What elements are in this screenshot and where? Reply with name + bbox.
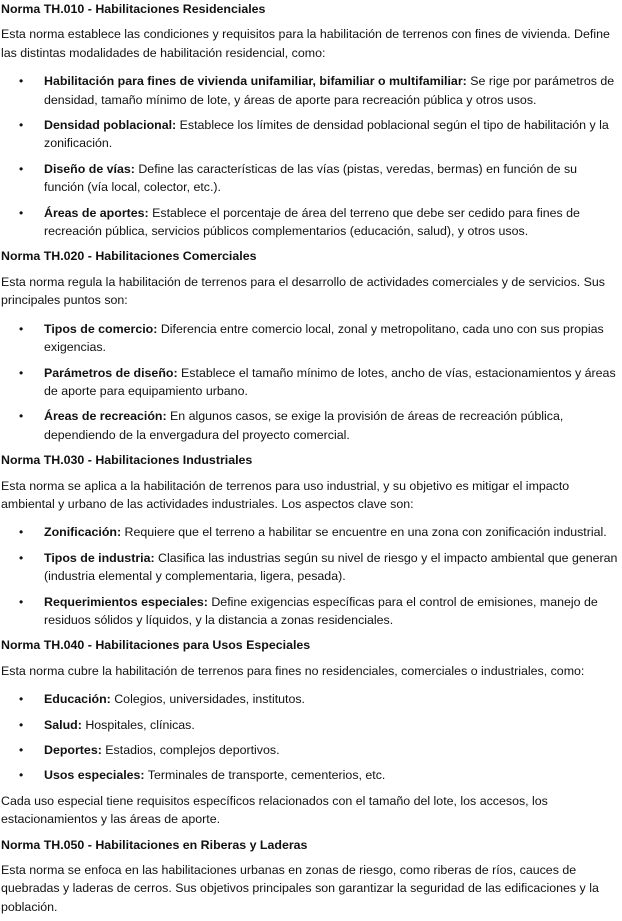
item-text: Terminales de transporte, cementerios, etc. bbox=[144, 768, 386, 783]
list-item bbox=[1, 716, 619, 734]
bullet-list bbox=[1, 690, 619, 785]
list-item bbox=[1, 549, 619, 586]
list-item bbox=[1, 116, 619, 153]
item-text: Clasifica las industrias según su nivel de riesgo y el impacto ambiental que generan (industria elemental y complementaria, ligera, pesada). bbox=[44, 550, 618, 584]
section-title: Norma TH.020 - Habilitaciones Comerciales bbox=[1, 249, 257, 264]
bullet-list bbox=[1, 523, 619, 629]
list-item bbox=[1, 204, 619, 241]
item-text: Requiere que el terreno a habilitar se encuentre en una zona con zonificación industrial. bbox=[121, 525, 607, 540]
item-term: Diseño de vías: bbox=[44, 161, 135, 176]
item-term: Densidad poblacional: bbox=[44, 118, 177, 133]
item-text: Diferencia entre comercio local, zonal y metropolitano, cada uno con sus propias exigencias. bbox=[44, 321, 604, 355]
section-outro: Cada uso especial tiene requisitos específicos relacionados con el tamaño del lote, los accesos, los estacionamientos y las áreas de aporte. bbox=[1, 793, 548, 827]
item-text: Establece el porcentaje de área del terreno que debe ser cedido para fines de recreación pública, servicios públicos complementarios (educación, salud), y otros usos. bbox=[44, 205, 580, 239]
section-intro: Esta norma regula la habilitación de terrenos para el desarrollo de actividades comerciales y de servicios. Sus principales puntos son: bbox=[1, 274, 606, 308]
section-intro: Esta norma se enfoca en las habilitaciones urbanas en zonas de riesgo, como riberas de ríos, cauces de quebradas y laderas de cerros. Sus objetivos principales son garantizar la seguridad de las edificaciones y la población. bbox=[1, 863, 599, 914]
item-term: Tipos de comercio: bbox=[44, 321, 158, 336]
list-item bbox=[1, 766, 619, 784]
item-text: Se rige por parámetros de densidad, tamaño mínimo de lote, y áreas de aporte para recreación pública y otros usos. bbox=[44, 74, 615, 107]
section-intro: Esta norma establece las condiciones y requisitos para la habilitación de terrenos con fines de vivienda. Define las distintas modalidades de habilitación residencial, como: bbox=[1, 27, 610, 60]
item-term: Zonificación: bbox=[44, 525, 122, 540]
list-item bbox=[1, 593, 619, 630]
item-term: Habilitación para fines de vivienda unifamiliar, bifamiliar o multifamiliar: bbox=[44, 74, 467, 89]
bullet-list bbox=[1, 320, 619, 444]
item-term: Usos especiales: bbox=[44, 768, 145, 783]
item-text: En algunos casos, se exige la provisión de áreas de recreación pública, dependiendo de la envergadura del proyecto comercial. bbox=[44, 409, 564, 442]
item-text: Define exigencias específicas para el control de emisiones, manejo de residuos sólidos y líquidos, y la distancia a zonas residenciales. bbox=[44, 594, 598, 627]
item-text: Establece el tamaño mínimo de lotes, ancho de vías, estacionamientos y áreas de aporte para equipamiento urbano. bbox=[44, 365, 616, 398]
list-item bbox=[1, 523, 619, 541]
section-intro: Esta norma se aplica a la habilitación de terrenos para uso industrial, y su objetivo es mitigar el impacto ambiental y urbano de las actividades industriales. Los aspectos clave son: bbox=[1, 478, 570, 511]
item-term: Parámetros de diseño: bbox=[44, 365, 178, 380]
section-title: Norma TH.040 - Habilitaciones para Usos Especiales bbox=[1, 638, 311, 653]
item-term: Educación: bbox=[44, 692, 111, 707]
item-term: Salud: bbox=[44, 717, 82, 732]
list-item bbox=[1, 407, 619, 444]
item-term: Requerimientos especiales: bbox=[44, 594, 208, 609]
section-title: Norma TH.010 - Habilitaciones Residenciales bbox=[1, 2, 266, 16]
item-term: Áreas de recreación: bbox=[44, 409, 167, 424]
item-text: Hospitales, clínicas. bbox=[81, 717, 195, 732]
list-item bbox=[1, 741, 619, 759]
item-term: Deportes: bbox=[44, 743, 102, 757]
list-item bbox=[1, 690, 619, 708]
list-item bbox=[1, 364, 619, 401]
section-intro: Esta norma cubre la habilitación de terrenos para fines no residenciales, comerciales o industriales, como: bbox=[1, 663, 585, 678]
item-text: Colegios, universidades, institutos. bbox=[110, 692, 306, 707]
item-text: Define las características de las vías (pistas, veredas, bermas) en función de su función (vía local, colector, etc.). bbox=[44, 161, 578, 195]
list-item bbox=[1, 320, 619, 357]
item-term: Tipos de industria: bbox=[44, 550, 155, 565]
list-item bbox=[1, 160, 619, 197]
section-title: Norma TH.050 - Habilitaciones en Riberas y Laderas bbox=[1, 837, 308, 852]
section-title: Norma TH.030 - Habilitaciones Industriales bbox=[1, 453, 253, 468]
bullet-list bbox=[1, 72, 619, 240]
item-text: Establece los límites de densidad poblacional según el tipo de habilitación y la zonificación. bbox=[44, 118, 609, 151]
list-item bbox=[1, 72, 619, 109]
item-text: Estadios, complejos deportivos. bbox=[101, 743, 280, 757]
item-term: Áreas de aportes: bbox=[44, 205, 149, 220]
